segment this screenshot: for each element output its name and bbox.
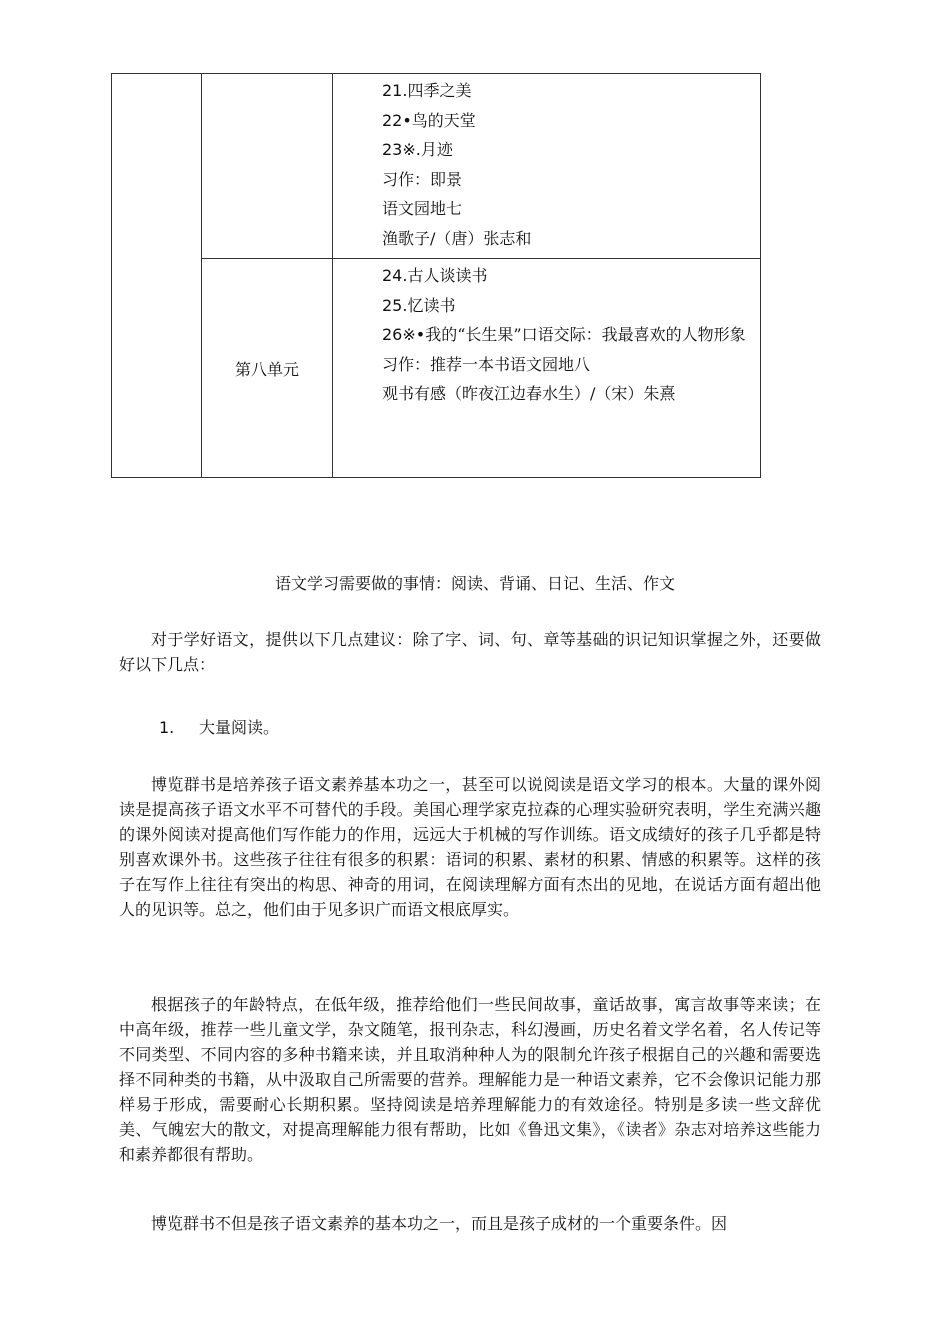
table-row: [112, 259, 761, 478]
unit-cell: 第八单元: [202, 259, 333, 478]
intro-paragraph: 对于学好语文，提供以下几点建议：除了字、词、句、章等基础的识记知识掌握之外，还要做好以下几点：: [119, 630, 821, 674]
lesson-item: 21.四季之美: [382, 81, 472, 100]
list-heading-text: 大量阅读。: [199, 718, 280, 737]
lesson-item: 24.古人谈读书: [382, 266, 488, 285]
table-row: [112, 74, 761, 259]
body-paragraph: 根据孩子的年龄特点，在低年级，推荐给他们一些民间故事，童话故事，寓言故事等来读；在中高年级，推荐一些儿童文学，杂文随笔，报刊杂志，科幻漫画，历史名着文学名着，名人传记等不同类型、不同内容的多种书籍来读，并且取消种种人为的限制允许孩子根据自己的兴趣和需要选择不同种类的书籍，从中汲取自己所需要的营养。理解能力是一种语文素养，它不会像识记能力那样易于形成，需要耐心长期积累。坚持阅读是培养理解能力的有效途径。特别是多读一些文辞优美、气魄宏大的散文，对提高理解能力很有帮助，比如《鲁迅文集》，《读者》杂志对培养这些能力和素养都很有帮助。: [119, 995, 821, 1164]
lesson-item: 25.忆读书: [382, 295, 456, 315]
section-title: 语文学习需要做的事情：阅读、背诵、日记、生活、作文: [274, 574, 675, 593]
lessons-cell: [333, 74, 761, 259]
list-number: 1.: [159, 718, 175, 737]
lesson-item: 观书有感（昨夜江边春水生）/（宋）朱熹: [382, 384, 676, 403]
lesson-item: 语文园地七: [382, 199, 463, 218]
grade-cell: [112, 74, 202, 478]
curriculum-table: [111, 73, 761, 478]
lesson-item: 23※.月迹: [382, 140, 453, 159]
lesson-item: 习作：即景: [382, 169, 463, 189]
body-paragraph: 博览群书不但是孩子语文素养的基本功之一，而且是孩子成材的一个重要条件。因: [151, 1214, 728, 1233]
lesson-item: 渔歌子/（唐）张志和: [382, 228, 532, 248]
lessons-cell: [333, 259, 761, 478]
lesson-item: 22•鸟的天堂: [382, 110, 476, 130]
list-heading: [159, 716, 279, 740]
lesson-item: 26※•我的“长生果”口语交际：我最喜欢的人物形象习作：推荐一本书语文园地八: [382, 325, 746, 374]
unit-cell: [202, 74, 333, 259]
body-paragraph: 博览群书是培养孩子语文素养基本功之一，甚至可以说阅读是语文学习的根本。大量的课外阅读是提高孩子语文水平不可替代的手段。美国心理学家克拉森的心理实验研究表明，学生充满兴趣的课外阅读对提高他们写作能力的作用，远远大于机械的写作训练。语文成绩好的孩子几乎都是特别喜欢课外书。这些孩子往往有很多的积累：语词的积累、素材的积累、情感的积累等。这样的孩子在写作上往往有突出的构思、神奇的用词，在阅读理解方面有杰出的见地，在说话方面有超出他人的见识等。总之，他们由于见多识广而语文根底厚实。: [119, 775, 821, 919]
